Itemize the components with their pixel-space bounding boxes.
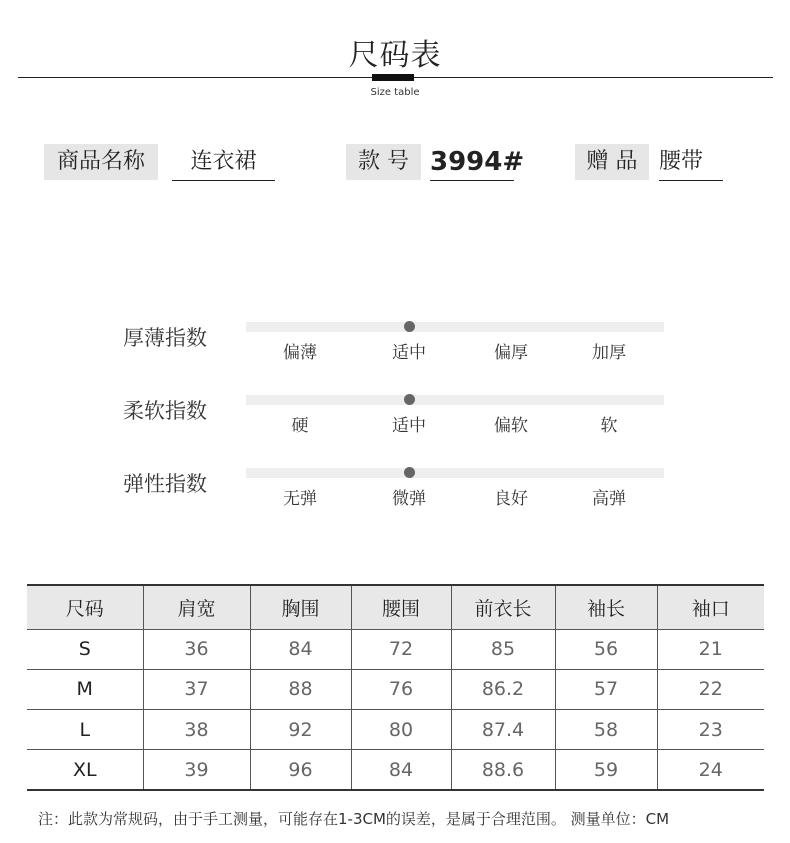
table-cell: 84	[351, 750, 451, 790]
table-row	[27, 750, 764, 790]
size-table-header	[27, 585, 764, 629]
scale-option: 偏厚	[494, 343, 528, 363]
table-cell: 23	[657, 710, 764, 750]
scale-option: 微弹	[392, 489, 426, 509]
size-cell: L	[27, 710, 143, 750]
page-title: 尺码表	[348, 38, 442, 73]
scale-option: 高弹	[592, 489, 626, 509]
page-subtitle: Size table	[370, 87, 420, 98]
table-cell: 85	[451, 629, 555, 669]
scale-selected-marker	[404, 321, 415, 332]
scale-option: 良好	[494, 489, 528, 509]
scale-selected-marker	[404, 394, 415, 405]
table-cell: 88.6	[451, 750, 555, 790]
table-cell: 22	[657, 669, 764, 709]
size-table	[27, 584, 764, 791]
column-header: 袖口	[657, 585, 764, 629]
table-cell: 88	[250, 669, 351, 709]
table-cell: 86.2	[451, 669, 555, 709]
scale-option: 偏软	[494, 416, 528, 436]
table-cell: 36	[143, 629, 250, 669]
table-cell: 21	[657, 629, 764, 669]
scale-label: 厚薄指数	[123, 326, 207, 350]
table-cell: 56	[555, 629, 657, 669]
table-cell: 84	[250, 629, 351, 669]
scale-selected-marker	[404, 467, 415, 478]
table-cell: 92	[250, 710, 351, 750]
model-number-label: 款 号	[346, 144, 421, 180]
scale-option: 适中	[392, 416, 426, 436]
table-cell: 37	[143, 669, 250, 709]
table-cell: 38	[143, 710, 250, 750]
table-cell: 76	[351, 669, 451, 709]
column-header: 袖长	[555, 585, 657, 629]
column-header: 尺码	[27, 585, 143, 629]
table-cell: 96	[250, 750, 351, 790]
column-header: 腰围	[351, 585, 451, 629]
gift-value: 腰带	[659, 144, 723, 181]
scale-label: 弹性指数	[123, 472, 207, 496]
gift-label: 赠 品	[575, 144, 649, 180]
scale-option: 适中	[392, 343, 426, 363]
scale-option: 硬	[291, 416, 309, 436]
size-cell: XL	[27, 750, 143, 790]
measurement-note: 注：此款为常规码，由于手工测量，可能存在1-3CM的误差，是属于合理范围。 测量单位：CM	[38, 810, 670, 828]
scale-track	[246, 468, 664, 478]
scale-option: 软	[600, 416, 618, 436]
size-table-body	[27, 629, 764, 790]
size-cell: S	[27, 629, 143, 669]
scale-option: 无弹	[283, 489, 317, 509]
column-header: 肩宽	[143, 585, 250, 629]
table-cell: 87.4	[451, 710, 555, 750]
scale-label: 柔软指数	[123, 399, 207, 423]
scale-track	[246, 395, 664, 405]
title-accent-bar	[372, 74, 414, 81]
table-cell: 24	[657, 750, 764, 790]
scale-track	[246, 322, 664, 332]
table-cell: 58	[555, 710, 657, 750]
table-cell: 72	[351, 629, 451, 669]
column-header: 胸围	[250, 585, 351, 629]
table-cell: 39	[143, 750, 250, 790]
model-number-value: 3994#	[430, 144, 514, 181]
scale-option: 偏薄	[283, 343, 317, 363]
column-header: 前衣长	[451, 585, 555, 629]
table-cell: 59	[555, 750, 657, 790]
table-cell: 80	[351, 710, 451, 750]
scale-option: 加厚	[592, 343, 626, 363]
size-cell: M	[27, 669, 143, 709]
table-row	[27, 629, 764, 669]
product-name-label: 商品名称	[44, 144, 158, 180]
product-name-value: 连衣裙	[172, 144, 275, 181]
table-row	[27, 710, 764, 750]
table-cell: 57	[555, 669, 657, 709]
table-row	[27, 669, 764, 709]
